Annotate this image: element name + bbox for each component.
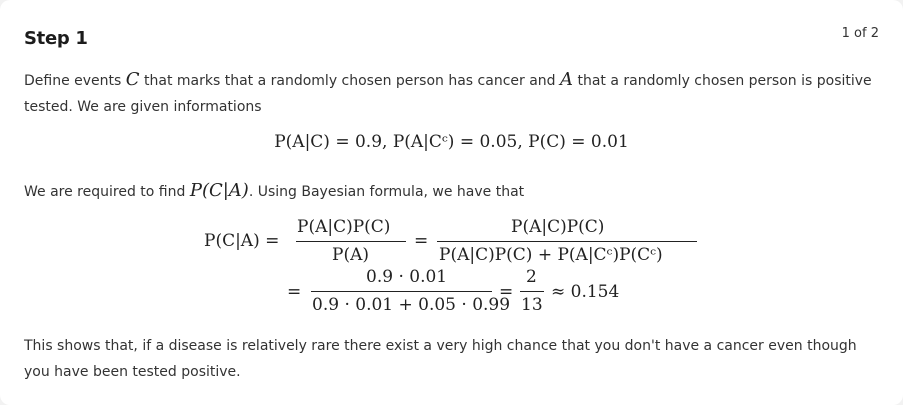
fraction-2-bar bbox=[437, 241, 697, 242]
conclusion-paragraph: This shows that, if a disease is relatively rare there exist a very high chance that you don't have a cancer even though you have been tested positive. bbox=[24, 338, 857, 380]
derivation-lhs: P(C|A) = bbox=[204, 231, 280, 251]
var-a: A bbox=[560, 69, 574, 90]
target-expression: P(C|A) bbox=[189, 180, 249, 201]
equals-sign-3: = bbox=[499, 282, 514, 302]
step-pager: 1 of 2 bbox=[841, 26, 879, 41]
required-text-2: . Using Bayesian formula, we have that bbox=[248, 184, 525, 200]
fraction-4-numerator: 2 bbox=[526, 267, 537, 287]
fraction-2-numerator: P(A|C)P(C) bbox=[511, 217, 605, 237]
approx-result: ≈ 0.154 bbox=[551, 282, 620, 302]
equals-sign-1: = bbox=[414, 231, 429, 251]
fraction-1-denominator: P(A) bbox=[332, 245, 369, 265]
var-c: C bbox=[125, 69, 140, 90]
intro-text-1: Define events bbox=[24, 73, 126, 89]
equals-sign-2: = bbox=[287, 282, 302, 302]
intro-text-2: that marks that a randomly chosen person has cancer and bbox=[139, 73, 561, 89]
given-formula: P(A|C) = 0.9, P(A|Cᶜ) = 0.05, P(C) = 0.01 bbox=[274, 132, 629, 152]
fraction-4-bar bbox=[520, 291, 544, 292]
fraction-1-numerator: P(A|C)P(C) bbox=[297, 217, 391, 237]
fraction-2-denominator: P(A|C)P(C) + P(A|Cᶜ)P(Cᶜ) bbox=[439, 245, 663, 265]
intro-paragraph bbox=[24, 67, 874, 120]
required-paragraph bbox=[24, 178, 874, 205]
required-text-1: We are required to find bbox=[24, 184, 190, 200]
fraction-1-bar bbox=[296, 241, 406, 242]
step-title: Step 1 bbox=[24, 28, 88, 49]
intro-text-3: that a randomly chosen person is positive tested. We are given informations bbox=[24, 73, 872, 115]
fraction-3-bar bbox=[311, 291, 492, 292]
fraction-3-numerator: 0.9 · 0.01 bbox=[366, 267, 448, 287]
fraction-4-denominator: 13 bbox=[521, 295, 543, 315]
fraction-3-denominator: 0.9 · 0.01 + 0.05 · 0.99 bbox=[312, 295, 511, 315]
